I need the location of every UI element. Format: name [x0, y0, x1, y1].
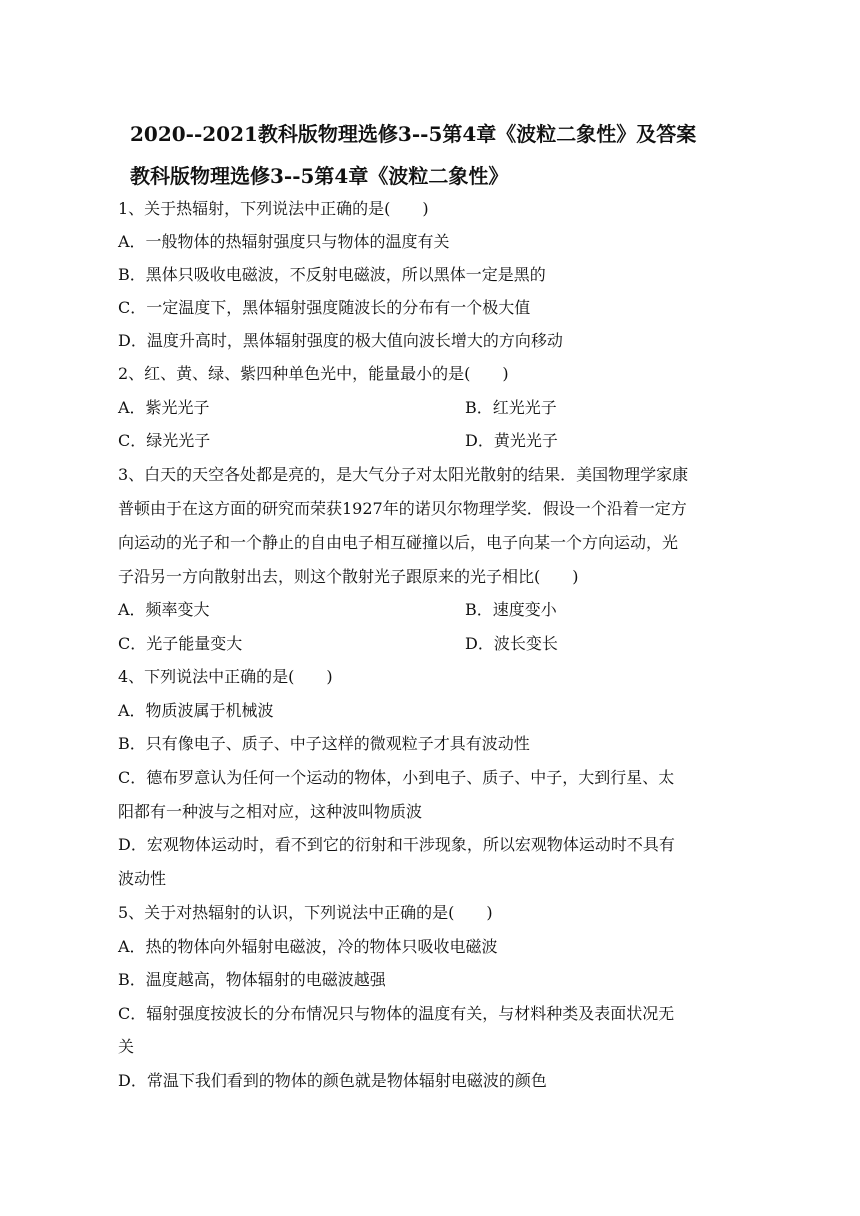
question-1-option-a: A．一般物体的热辐射强度只与物体的温度有关	[118, 232, 450, 251]
main-title: 2020--2021教科版物理选修3--5第4章《波粒二象性》及答案	[130, 122, 697, 146]
question-1-option-d: D．温度升高时，黑体辐射强度的极大值向波长增大的方向移动	[118, 331, 563, 350]
question-2-option-c: C．绿光光子	[118, 431, 211, 450]
question-5-option-a: A．热的物体向外辐射电磁波，冷的物体只吸收电磁波	[118, 937, 498, 956]
sub-title: 教科版物理选修3--5第4章《波粒二象性》	[130, 164, 509, 188]
question-4-option-d-line-1: D．宏观物体运动时，看不到它的衍射和干涉现象，所以宏观物体运动时不具有	[118, 835, 675, 854]
question-5-option-b: B．温度越高，物体辐射的电磁波越强	[118, 970, 386, 989]
question-5-option-c-line-2: 关	[118, 1037, 135, 1056]
question-5-option-c-line-1: C．辐射强度按波长的分布情况只与物体的温度有关，与材料种类及表面状况无	[118, 1004, 675, 1023]
question-3-stem-line-3: 向运动的光子和一个静止的自由电子相互碰撞以后，电子向某一个方向运动，光	[118, 533, 679, 552]
question-3-option-b: B．速度变小	[465, 600, 557, 619]
question-5-stem: 5、关于对热辐射的认识，下列说法中正确的是( )	[118, 903, 493, 922]
question-4-stem: 4、下列说法中正确的是( )	[118, 667, 333, 686]
question-1-option-b: B．黑体只吸收电磁波，不反射电磁波，所以黑体一定是黑的	[118, 265, 546, 284]
question-5-option-d: D．常温下我们看到的物体的颜色就是物体辐射电磁波的颜色	[118, 1071, 547, 1090]
question-3-option-d: D．波长变长	[465, 634, 558, 653]
question-2-option-b: B．红光光子	[465, 398, 557, 417]
question-1-stem: 1、关于热辐射，下列说法中正确的是( )	[118, 199, 429, 218]
question-3-option-a: A．频率变大	[118, 600, 210, 619]
question-2-option-a: A．紫光光子	[118, 398, 210, 417]
question-3-stem-line-1: 3、白天的天空各处都是亮的，是大气分子对太阳光散射的结果．美国物理学家康	[118, 465, 689, 484]
question-4-option-a: A．物质波属于机械波	[118, 701, 274, 720]
question-2-option-d: D．黄光光子	[465, 431, 558, 450]
question-4-option-c-line-1: C．德布罗意认为任何一个运动的物体，小到电子、质子、中子，大到行星、太	[118, 768, 675, 787]
question-4-option-d-line-2: 波动性	[118, 869, 167, 888]
question-1-option-c: C．一定温度下，黑体辐射强度随波长的分布有一个极大值	[118, 298, 531, 317]
question-3-stem-line-2: 普顿由于在这方面的研究而荣获1927年的诺贝尔物理学奖．假设一个沿着一定方	[118, 499, 687, 518]
question-3-stem-line-4: 子沿另一方向散射出去，则这个散射光子跟原来的光子相比( )	[118, 567, 579, 586]
question-2-stem: 2、红、黄、绿、紫四种单色光中，能量最小的是( )	[118, 364, 509, 383]
question-4-option-b: B．只有像电子、质子、中子这样的微观粒子才具有波动性	[118, 734, 530, 753]
question-3-option-c: C．光子能量变大	[118, 634, 243, 653]
question-4-option-c-line-2: 阳都有一种波与之相对应，这种波叫物质波	[118, 802, 423, 821]
